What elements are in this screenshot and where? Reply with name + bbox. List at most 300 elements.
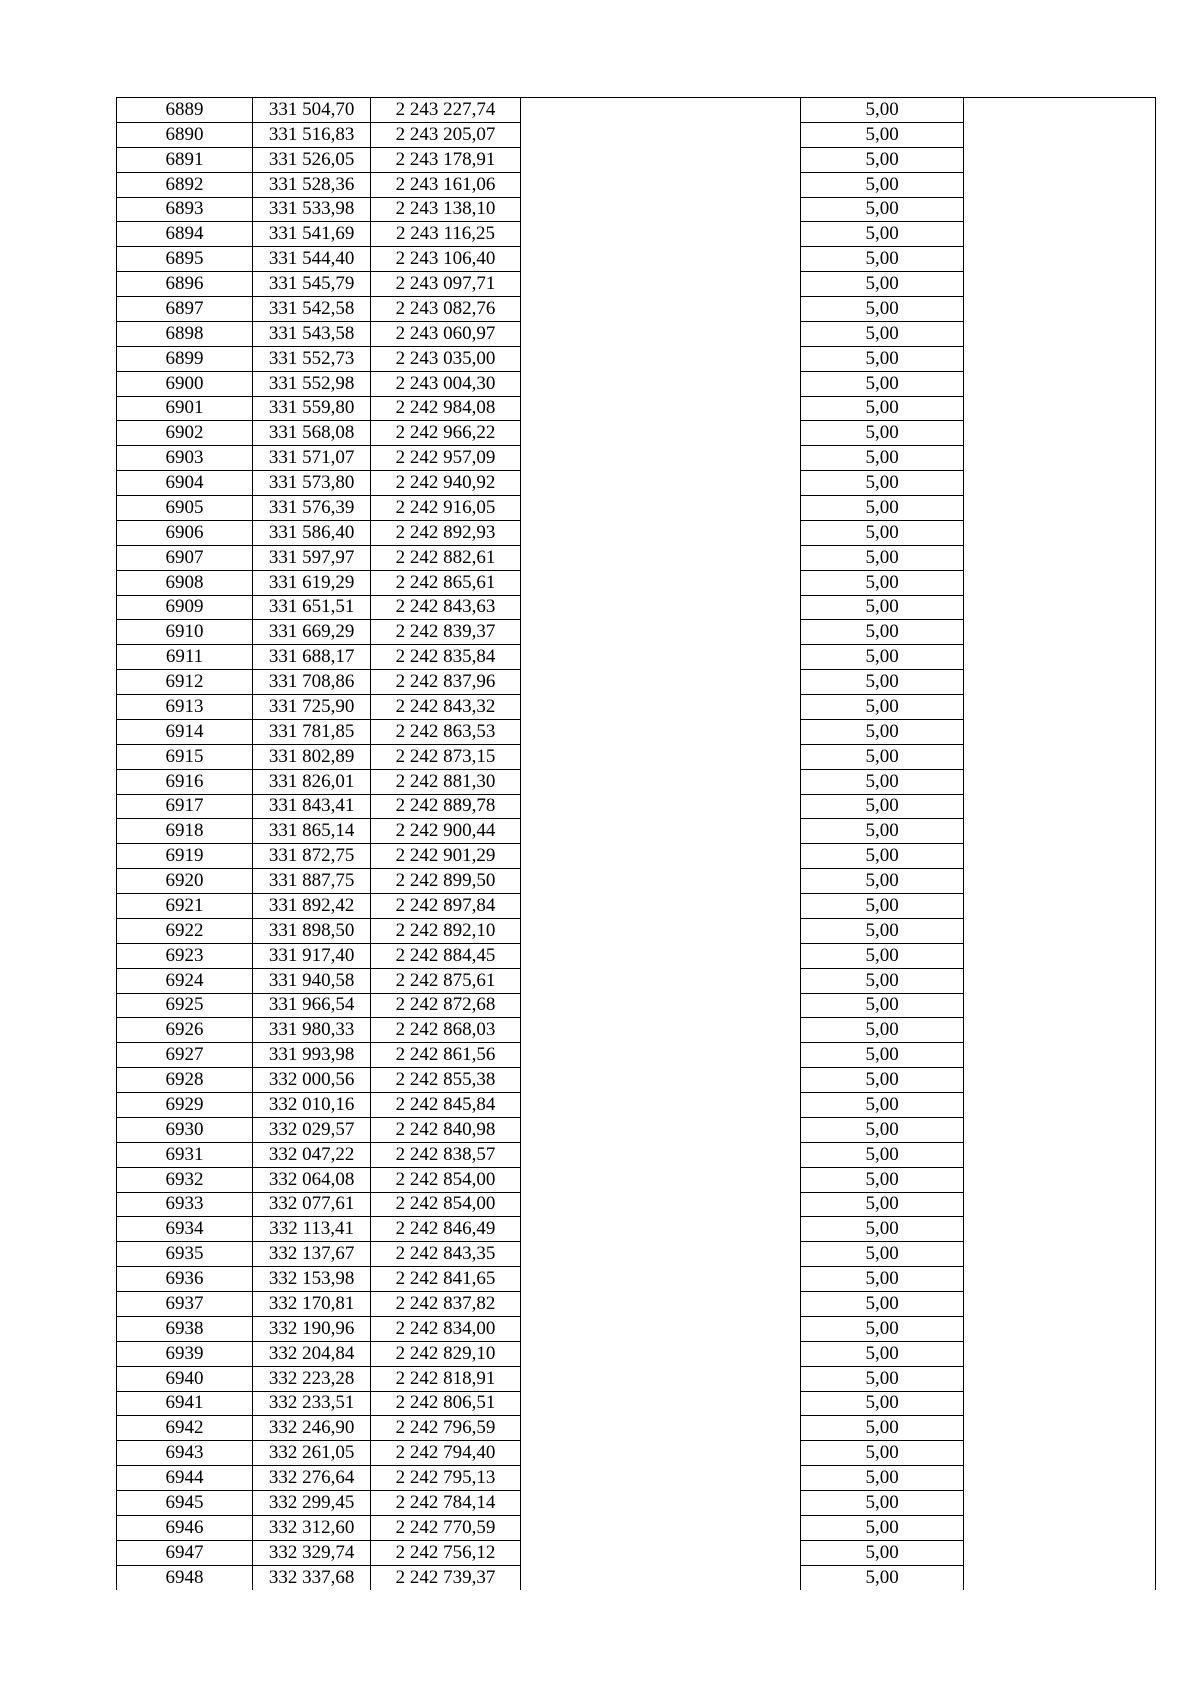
empty-cell — [520, 993, 800, 1018]
x-coordinate-cell: 332 047,22 — [252, 1142, 370, 1167]
empty-cell — [520, 172, 800, 197]
x-coordinate-cell: 331 516,83 — [252, 122, 370, 147]
empty-cell — [520, 744, 800, 769]
x-coordinate-cell: 331 619,29 — [252, 570, 370, 595]
table-row — [117, 1142, 1156, 1167]
y-coordinate-cell: 2 242 889,78 — [371, 794, 520, 819]
y-coordinate-cell: 2 242 916,05 — [371, 496, 520, 521]
table-row — [117, 1366, 1156, 1391]
y-coordinate-cell: 2 242 892,10 — [371, 918, 520, 943]
x-coordinate-cell: 332 113,41 — [252, 1217, 370, 1242]
empty-cell — [964, 1167, 1156, 1192]
value-cell: 5,00 — [800, 371, 964, 396]
point-number-cell: 6927 — [117, 1043, 253, 1068]
empty-cell — [964, 371, 1156, 396]
table-row — [117, 545, 1156, 570]
empty-cell — [964, 1441, 1156, 1466]
x-coordinate-cell: 332 246,90 — [252, 1416, 370, 1441]
empty-cell — [520, 1093, 800, 1118]
value-cell: 5,00 — [800, 1167, 964, 1192]
table-row — [117, 645, 1156, 670]
empty-cell — [520, 719, 800, 744]
value-cell: 5,00 — [800, 844, 964, 869]
x-coordinate-cell: 331 552,73 — [252, 346, 370, 371]
table-row — [117, 1192, 1156, 1217]
empty-cell — [520, 844, 800, 869]
empty-cell — [964, 620, 1156, 645]
empty-cell — [520, 421, 800, 446]
point-number-cell: 6942 — [117, 1416, 253, 1441]
x-coordinate-cell: 331 568,08 — [252, 421, 370, 446]
x-coordinate-cell: 331 543,58 — [252, 321, 370, 346]
table-row — [117, 695, 1156, 720]
y-coordinate-cell: 2 243 161,06 — [371, 172, 520, 197]
empty-cell — [964, 297, 1156, 322]
empty-cell — [520, 371, 800, 396]
empty-cell — [964, 595, 1156, 620]
y-coordinate-cell: 2 242 855,38 — [371, 1068, 520, 1093]
x-coordinate-cell: 331 576,39 — [252, 496, 370, 521]
empty-cell — [520, 968, 800, 993]
x-coordinate-cell: 332 276,64 — [252, 1466, 370, 1491]
empty-cell — [964, 1242, 1156, 1267]
x-coordinate-cell: 331 544,40 — [252, 247, 370, 272]
value-cell: 5,00 — [800, 1316, 964, 1341]
x-coordinate-cell: 332 233,51 — [252, 1391, 370, 1416]
empty-cell — [964, 1416, 1156, 1441]
empty-cell — [964, 1192, 1156, 1217]
point-number-cell: 6940 — [117, 1366, 253, 1391]
y-coordinate-cell: 2 242 845,84 — [371, 1093, 520, 1118]
point-number-cell: 6918 — [117, 819, 253, 844]
empty-cell — [520, 1366, 800, 1391]
x-coordinate-cell: 332 223,28 — [252, 1366, 370, 1391]
empty-cell — [520, 520, 800, 545]
empty-cell — [964, 222, 1156, 247]
empty-cell — [520, 122, 800, 147]
y-coordinate-cell: 2 243 116,25 — [371, 222, 520, 247]
empty-cell — [520, 1167, 800, 1192]
empty-cell — [520, 1217, 800, 1242]
x-coordinate-cell: 331 887,75 — [252, 869, 370, 894]
x-coordinate-cell: 331 826,01 — [252, 769, 370, 794]
value-cell: 5,00 — [800, 321, 964, 346]
value-cell: 5,00 — [800, 670, 964, 695]
empty-cell — [964, 496, 1156, 521]
empty-cell — [964, 819, 1156, 844]
x-coordinate-cell: 331 980,33 — [252, 1018, 370, 1043]
empty-cell — [520, 1441, 800, 1466]
y-coordinate-cell: 2 242 865,61 — [371, 570, 520, 595]
y-coordinate-cell: 2 242 837,82 — [371, 1292, 520, 1317]
value-cell: 5,00 — [800, 545, 964, 570]
value-cell: 5,00 — [800, 1192, 964, 1217]
x-coordinate-cell: 331 669,29 — [252, 620, 370, 645]
value-cell: 5,00 — [800, 346, 964, 371]
value-cell: 5,00 — [800, 769, 964, 794]
value-cell: 5,00 — [800, 272, 964, 297]
point-number-cell: 6923 — [117, 943, 253, 968]
point-number-cell: 6928 — [117, 1068, 253, 1093]
table-row — [117, 197, 1156, 222]
empty-cell — [520, 1540, 800, 1565]
y-coordinate-cell: 2 243 082,76 — [371, 297, 520, 322]
point-number-cell: 6948 — [117, 1565, 253, 1589]
table-row — [117, 421, 1156, 446]
empty-cell — [520, 670, 800, 695]
empty-cell — [520, 1292, 800, 1317]
table-row — [117, 1416, 1156, 1441]
value-cell: 5,00 — [800, 719, 964, 744]
point-number-cell: 6917 — [117, 794, 253, 819]
value-cell: 5,00 — [800, 1093, 964, 1118]
empty-cell — [520, 943, 800, 968]
table-row — [117, 943, 1156, 968]
empty-cell — [964, 1093, 1156, 1118]
x-coordinate-cell: 332 190,96 — [252, 1316, 370, 1341]
x-coordinate-cell: 331 586,40 — [252, 520, 370, 545]
value-cell: 5,00 — [800, 122, 964, 147]
point-number-cell: 6930 — [117, 1117, 253, 1142]
empty-cell — [964, 1391, 1156, 1416]
point-number-cell: 6901 — [117, 396, 253, 421]
empty-cell — [964, 197, 1156, 222]
empty-cell — [964, 346, 1156, 371]
table-row — [117, 620, 1156, 645]
y-coordinate-cell: 2 242 899,50 — [371, 869, 520, 894]
empty-cell — [520, 545, 800, 570]
table-row — [117, 1341, 1156, 1366]
value-cell: 5,00 — [800, 247, 964, 272]
value-cell: 5,00 — [800, 147, 964, 172]
value-cell: 5,00 — [800, 819, 964, 844]
y-coordinate-cell: 2 243 227,74 — [371, 98, 520, 123]
point-number-cell: 6925 — [117, 993, 253, 1018]
point-number-cell: 6891 — [117, 147, 253, 172]
empty-cell — [964, 396, 1156, 421]
point-number-cell: 6933 — [117, 1192, 253, 1217]
empty-cell — [964, 1292, 1156, 1317]
point-number-cell: 6931 — [117, 1142, 253, 1167]
empty-cell — [520, 1466, 800, 1491]
empty-cell — [964, 272, 1156, 297]
point-number-cell: 6899 — [117, 346, 253, 371]
table-row — [117, 396, 1156, 421]
empty-cell — [964, 645, 1156, 670]
point-number-cell: 6922 — [117, 918, 253, 943]
table-row — [117, 1117, 1156, 1142]
table-row — [117, 496, 1156, 521]
empty-cell — [520, 620, 800, 645]
value-cell: 5,00 — [800, 1217, 964, 1242]
empty-cell — [520, 1242, 800, 1267]
value-cell: 5,00 — [800, 1341, 964, 1366]
y-coordinate-cell: 2 242 875,61 — [371, 968, 520, 993]
value-cell: 5,00 — [800, 421, 964, 446]
point-number-cell: 6919 — [117, 844, 253, 869]
y-coordinate-cell: 2 242 843,63 — [371, 595, 520, 620]
y-coordinate-cell: 2 243 097,71 — [371, 272, 520, 297]
table-row — [117, 346, 1156, 371]
x-coordinate-cell: 331 688,17 — [252, 645, 370, 670]
point-number-cell: 6904 — [117, 471, 253, 496]
y-coordinate-cell: 2 242 863,53 — [371, 719, 520, 744]
x-coordinate-cell: 332 261,05 — [252, 1441, 370, 1466]
empty-cell — [964, 1068, 1156, 1093]
empty-cell — [520, 1341, 800, 1366]
y-coordinate-cell: 2 243 138,10 — [371, 197, 520, 222]
empty-cell — [964, 918, 1156, 943]
point-number-cell: 6892 — [117, 172, 253, 197]
value-cell: 5,00 — [800, 471, 964, 496]
point-number-cell: 6907 — [117, 545, 253, 570]
x-coordinate-cell: 331 651,51 — [252, 595, 370, 620]
point-number-cell: 6902 — [117, 421, 253, 446]
table-row — [117, 1292, 1156, 1317]
point-number-cell: 6937 — [117, 1292, 253, 1317]
x-coordinate-cell: 331 843,41 — [252, 794, 370, 819]
empty-cell — [964, 446, 1156, 471]
y-coordinate-cell: 2 242 806,51 — [371, 1391, 520, 1416]
value-cell: 5,00 — [800, 1416, 964, 1441]
y-coordinate-cell: 2 242 861,56 — [371, 1043, 520, 1068]
point-number-cell: 6932 — [117, 1167, 253, 1192]
x-coordinate-cell: 331 892,42 — [252, 894, 370, 919]
empty-cell — [520, 595, 800, 620]
y-coordinate-cell: 2 242 854,00 — [371, 1167, 520, 1192]
y-coordinate-cell: 2 243 060,97 — [371, 321, 520, 346]
x-coordinate-cell: 331 552,98 — [252, 371, 370, 396]
empty-cell — [964, 1117, 1156, 1142]
value-cell: 5,00 — [800, 1117, 964, 1142]
table-row — [117, 993, 1156, 1018]
table-row — [117, 595, 1156, 620]
table-row — [117, 371, 1156, 396]
empty-cell — [964, 545, 1156, 570]
point-number-cell: 6943 — [117, 1441, 253, 1466]
x-coordinate-cell: 331 708,86 — [252, 670, 370, 695]
point-number-cell: 6924 — [117, 968, 253, 993]
x-coordinate-cell: 332 153,98 — [252, 1267, 370, 1292]
empty-cell — [964, 421, 1156, 446]
empty-cell — [520, 1416, 800, 1441]
point-number-cell: 6903 — [117, 446, 253, 471]
value-cell: 5,00 — [800, 98, 964, 123]
empty-cell — [520, 819, 800, 844]
empty-cell — [520, 297, 800, 322]
point-number-cell: 6911 — [117, 645, 253, 670]
value-cell: 5,00 — [800, 197, 964, 222]
table-row — [117, 1093, 1156, 1118]
empty-cell — [520, 272, 800, 297]
y-coordinate-cell: 2 242 966,22 — [371, 421, 520, 446]
y-coordinate-cell: 2 242 846,49 — [371, 1217, 520, 1242]
value-cell: 5,00 — [800, 645, 964, 670]
empty-cell — [520, 794, 800, 819]
empty-cell — [964, 1267, 1156, 1292]
point-number-cell: 6896 — [117, 272, 253, 297]
table-row — [117, 869, 1156, 894]
y-coordinate-cell: 2 242 984,08 — [371, 396, 520, 421]
empty-cell — [520, 1391, 800, 1416]
value-cell: 5,00 — [800, 918, 964, 943]
table-row — [117, 670, 1156, 695]
empty-cell — [520, 695, 800, 720]
x-coordinate-cell: 332 064,08 — [252, 1167, 370, 1192]
y-coordinate-cell: 2 242 901,29 — [371, 844, 520, 869]
value-cell: 5,00 — [800, 1391, 964, 1416]
point-number-cell: 6944 — [117, 1466, 253, 1491]
y-coordinate-cell: 2 242 796,59 — [371, 1416, 520, 1441]
empty-cell — [964, 1540, 1156, 1565]
y-coordinate-cell: 2 242 838,57 — [371, 1142, 520, 1167]
y-coordinate-cell: 2 242 840,98 — [371, 1117, 520, 1142]
x-coordinate-cell: 332 137,67 — [252, 1242, 370, 1267]
point-number-cell: 6895 — [117, 247, 253, 272]
point-number-cell: 6914 — [117, 719, 253, 744]
value-cell: 5,00 — [800, 869, 964, 894]
value-cell: 5,00 — [800, 570, 964, 595]
empty-cell — [520, 446, 800, 471]
x-coordinate-cell: 332 010,16 — [252, 1093, 370, 1118]
table-row — [117, 1515, 1156, 1540]
empty-cell — [520, 918, 800, 943]
table-row — [117, 1043, 1156, 1068]
empty-cell — [520, 321, 800, 346]
y-coordinate-cell: 2 242 843,35 — [371, 1242, 520, 1267]
coordinates-table-body — [117, 98, 1156, 1590]
x-coordinate-cell: 331 504,70 — [252, 98, 370, 123]
x-coordinate-cell: 331 725,90 — [252, 695, 370, 720]
empty-cell — [520, 1117, 800, 1142]
point-number-cell: 6894 — [117, 222, 253, 247]
empty-cell — [964, 520, 1156, 545]
empty-cell — [964, 172, 1156, 197]
table-row — [117, 321, 1156, 346]
value-cell: 5,00 — [800, 695, 964, 720]
value-cell: 5,00 — [800, 297, 964, 322]
x-coordinate-cell: 331 917,40 — [252, 943, 370, 968]
empty-cell — [520, 570, 800, 595]
value-cell: 5,00 — [800, 1441, 964, 1466]
y-coordinate-cell: 2 242 837,96 — [371, 670, 520, 695]
empty-cell — [520, 645, 800, 670]
empty-cell — [520, 1316, 800, 1341]
y-coordinate-cell: 2 242 795,13 — [371, 1466, 520, 1491]
empty-cell — [520, 1142, 800, 1167]
table-row — [117, 1565, 1156, 1589]
table-row — [117, 819, 1156, 844]
empty-cell — [964, 794, 1156, 819]
value-cell: 5,00 — [800, 1018, 964, 1043]
y-coordinate-cell: 2 242 841,65 — [371, 1267, 520, 1292]
point-number-cell: 6921 — [117, 894, 253, 919]
y-coordinate-cell: 2 243 004,30 — [371, 371, 520, 396]
y-coordinate-cell: 2 242 739,37 — [371, 1565, 520, 1589]
x-coordinate-cell: 331 597,97 — [252, 545, 370, 570]
empty-cell — [964, 1142, 1156, 1167]
value-cell: 5,00 — [800, 1043, 964, 1068]
x-coordinate-cell: 332 029,57 — [252, 1117, 370, 1142]
table-row — [117, 570, 1156, 595]
table-row — [117, 719, 1156, 744]
table-row — [117, 1267, 1156, 1292]
x-coordinate-cell: 331 573,80 — [252, 471, 370, 496]
empty-cell — [964, 869, 1156, 894]
value-cell: 5,00 — [800, 1292, 964, 1317]
empty-cell — [520, 769, 800, 794]
empty-cell — [520, 1515, 800, 1540]
y-coordinate-cell: 2 242 873,15 — [371, 744, 520, 769]
point-number-cell: 6890 — [117, 122, 253, 147]
table-row — [117, 1068, 1156, 1093]
point-number-cell: 6909 — [117, 595, 253, 620]
point-number-cell: 6915 — [117, 744, 253, 769]
value-cell: 5,00 — [800, 993, 964, 1018]
y-coordinate-cell: 2 242 854,00 — [371, 1192, 520, 1217]
empty-cell — [520, 1068, 800, 1093]
value-cell: 5,00 — [800, 520, 964, 545]
empty-cell — [964, 1515, 1156, 1540]
empty-cell — [964, 695, 1156, 720]
table-row — [117, 1217, 1156, 1242]
y-coordinate-cell: 2 242 839,37 — [371, 620, 520, 645]
point-number-cell: 6938 — [117, 1316, 253, 1341]
value-cell: 5,00 — [800, 1142, 964, 1167]
empty-cell — [964, 670, 1156, 695]
point-number-cell: 6936 — [117, 1267, 253, 1292]
coordinates-table — [116, 97, 1156, 1590]
value-cell: 5,00 — [800, 496, 964, 521]
point-number-cell: 6900 — [117, 371, 253, 396]
empty-cell — [964, 894, 1156, 919]
point-number-cell: 6905 — [117, 496, 253, 521]
value-cell: 5,00 — [800, 1242, 964, 1267]
x-coordinate-cell: 331 559,80 — [252, 396, 370, 421]
table-row — [117, 1540, 1156, 1565]
y-coordinate-cell: 2 242 829,10 — [371, 1341, 520, 1366]
point-number-cell: 6935 — [117, 1242, 253, 1267]
value-cell: 5,00 — [800, 1068, 964, 1093]
empty-cell — [520, 147, 800, 172]
table-row — [117, 794, 1156, 819]
value-cell: 5,00 — [800, 894, 964, 919]
x-coordinate-cell: 332 000,56 — [252, 1068, 370, 1093]
y-coordinate-cell: 2 243 106,40 — [371, 247, 520, 272]
empty-cell — [964, 471, 1156, 496]
x-coordinate-cell: 331 940,58 — [252, 968, 370, 993]
point-number-cell: 6947 — [117, 1540, 253, 1565]
y-coordinate-cell: 2 243 178,91 — [371, 147, 520, 172]
point-number-cell: 6913 — [117, 695, 253, 720]
empty-cell — [964, 247, 1156, 272]
empty-cell — [964, 993, 1156, 1018]
point-number-cell: 6946 — [117, 1515, 253, 1540]
value-cell: 5,00 — [800, 1366, 964, 1391]
x-coordinate-cell: 331 993,98 — [252, 1043, 370, 1068]
table-row — [117, 1441, 1156, 1466]
x-coordinate-cell: 332 077,61 — [252, 1192, 370, 1217]
y-coordinate-cell: 2 242 835,84 — [371, 645, 520, 670]
empty-cell — [520, 396, 800, 421]
value-cell: 5,00 — [800, 172, 964, 197]
empty-cell — [520, 1565, 800, 1589]
x-coordinate-cell: 332 312,60 — [252, 1515, 370, 1540]
value-cell: 5,00 — [800, 744, 964, 769]
table-row — [117, 1491, 1156, 1516]
value-cell: 5,00 — [800, 222, 964, 247]
point-number-cell: 6929 — [117, 1093, 253, 1118]
